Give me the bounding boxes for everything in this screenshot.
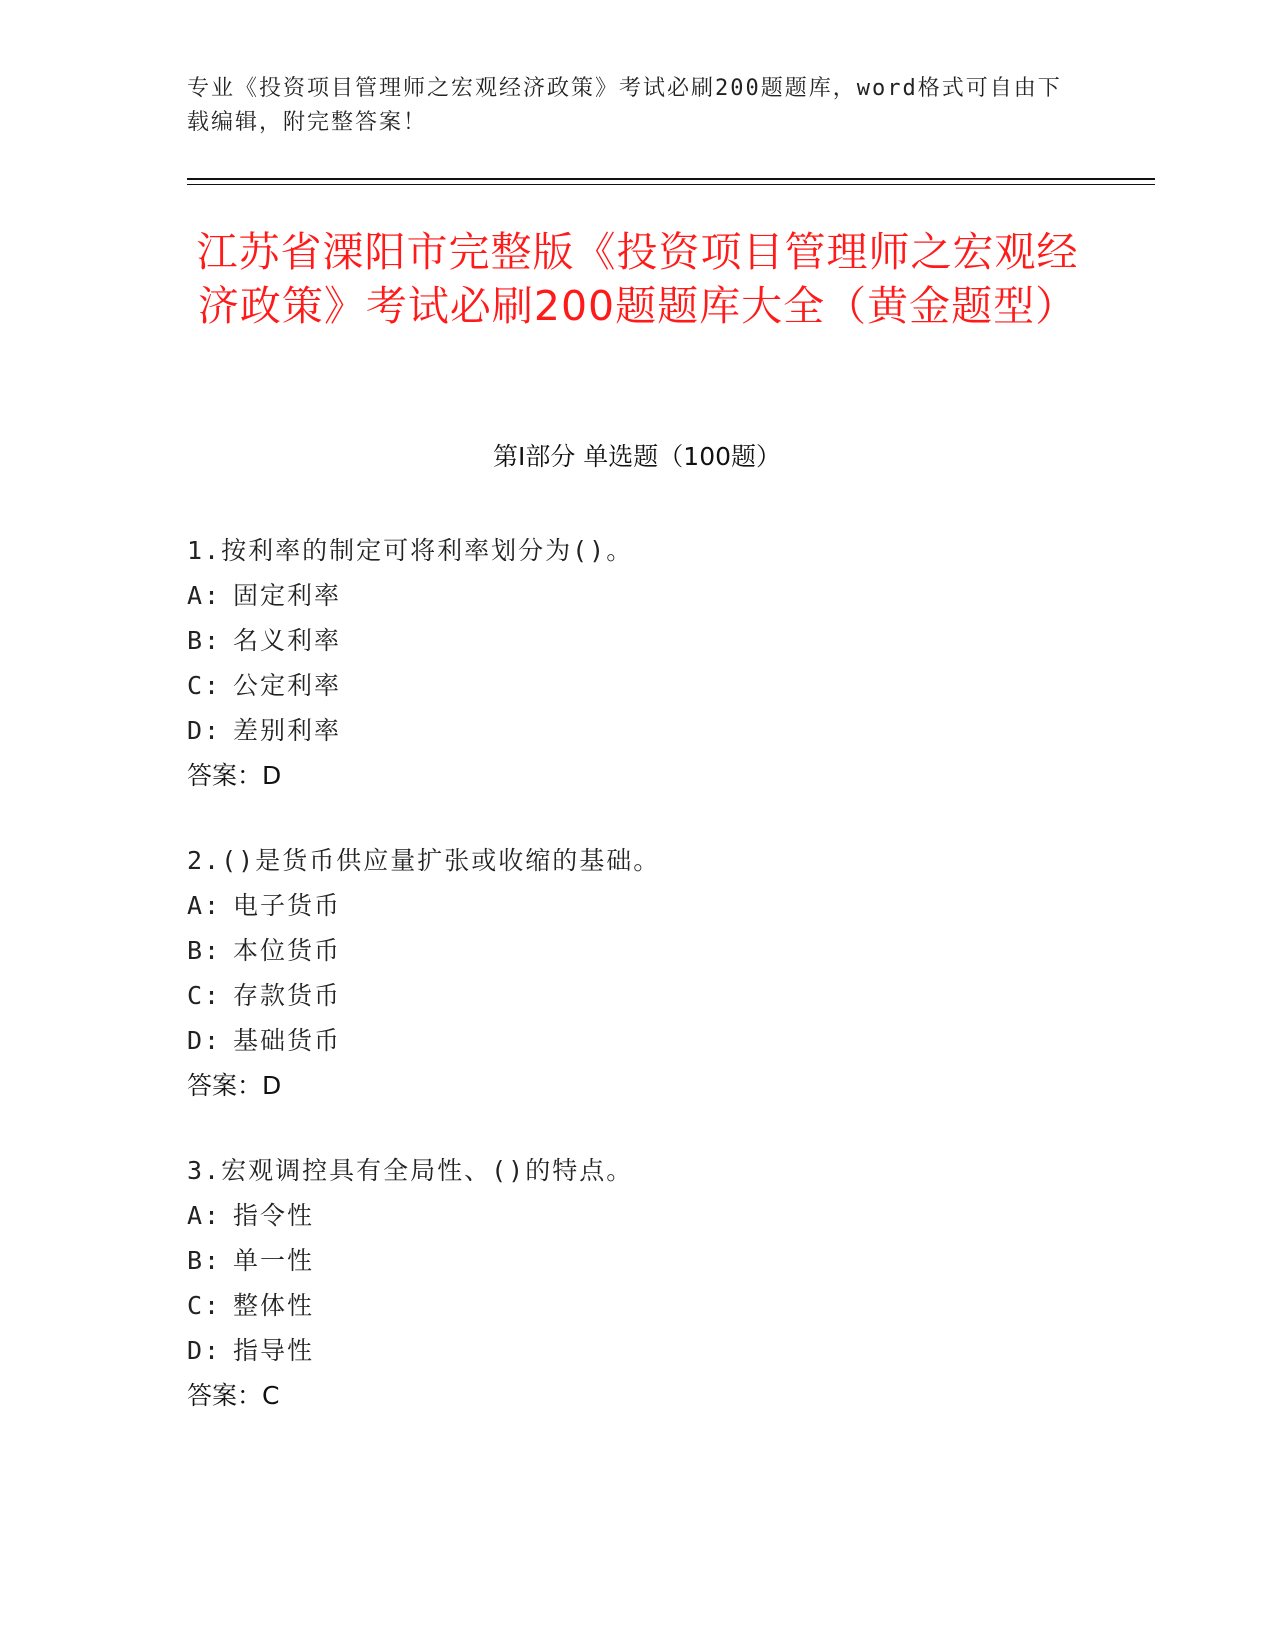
option-text: 整体性 <box>233 1291 315 1320</box>
answer-value: D <box>262 1071 282 1100</box>
option-text: 固定利率 <box>233 581 342 610</box>
option-letter: B: <box>187 936 222 965</box>
header-rule-thin <box>187 184 1155 185</box>
option-text: 存款货币 <box>233 981 342 1010</box>
option-letter: A: <box>187 581 222 610</box>
option-letter: D: <box>187 1336 222 1365</box>
question-block <box>187 528 1087 798</box>
option-letter: B: <box>187 1246 222 1275</box>
question-option <box>187 973 1087 1018</box>
question-answer <box>187 1373 1087 1418</box>
document-title: 江苏省溧阳市完整版《投资项目管理师之宏观经济政策》考试必刷200题题库大全（黄金题型） <box>196 228 1079 330</box>
question-answer <box>187 753 1087 798</box>
question-block <box>187 838 1087 1108</box>
option-text: 指导性 <box>233 1336 315 1365</box>
section-title: 第Ⅰ部分 单选题（100题） <box>492 442 782 471</box>
answer-label: 答案： <box>187 1381 263 1410</box>
question-option <box>187 1328 1087 1373</box>
option-text: 本位货币 <box>233 936 342 965</box>
question-option <box>187 1238 1087 1283</box>
option-letter: C: <box>187 981 222 1010</box>
question-option <box>187 1193 1087 1238</box>
option-text: 差别利率 <box>233 716 342 745</box>
question-answer <box>187 1063 1087 1108</box>
option-letter: C: <box>187 671 222 700</box>
option-text: 公定利率 <box>233 671 342 700</box>
question-stem: 2.()是货币供应量扩张或收缩的基础。 <box>187 846 661 875</box>
option-letter: B: <box>187 626 222 655</box>
answer-value: D <box>262 761 282 790</box>
answer-value: C <box>262 1381 280 1410</box>
option-letter: D: <box>187 1026 222 1055</box>
header-note: 专业《投资项目管理师之宏观经济政策》考试必刷200题题库，word格式可自由下载编辑，附完整答案！ <box>187 76 1062 135</box>
answer-label: 答案： <box>187 761 263 790</box>
option-text: 名义利率 <box>233 626 342 655</box>
option-letter: C: <box>187 1291 222 1320</box>
question-option <box>187 663 1087 708</box>
option-text: 基础货币 <box>233 1026 342 1055</box>
question-block <box>187 1148 1087 1418</box>
question-list <box>187 528 1087 1458</box>
option-letter: A: <box>187 891 222 920</box>
question-option <box>187 883 1087 928</box>
question-stem: 1.按利率的制定可将利率划分为()。 <box>187 536 634 565</box>
question-stem: 3.宏观调控具有全局性、()的特点。 <box>187 1156 634 1185</box>
answer-label: 答案： <box>187 1071 263 1100</box>
question-option <box>187 1018 1087 1063</box>
option-text: 指令性 <box>233 1201 315 1230</box>
option-text: 电子货币 <box>233 891 342 920</box>
question-option <box>187 618 1087 663</box>
question-option <box>187 708 1087 753</box>
question-option <box>187 573 1087 618</box>
question-option <box>187 928 1087 973</box>
option-letter: A: <box>187 1201 222 1230</box>
option-text: 单一性 <box>233 1246 315 1275</box>
header-rule-thick <box>187 178 1155 180</box>
option-letter: D: <box>187 716 222 745</box>
question-option <box>187 1283 1087 1328</box>
